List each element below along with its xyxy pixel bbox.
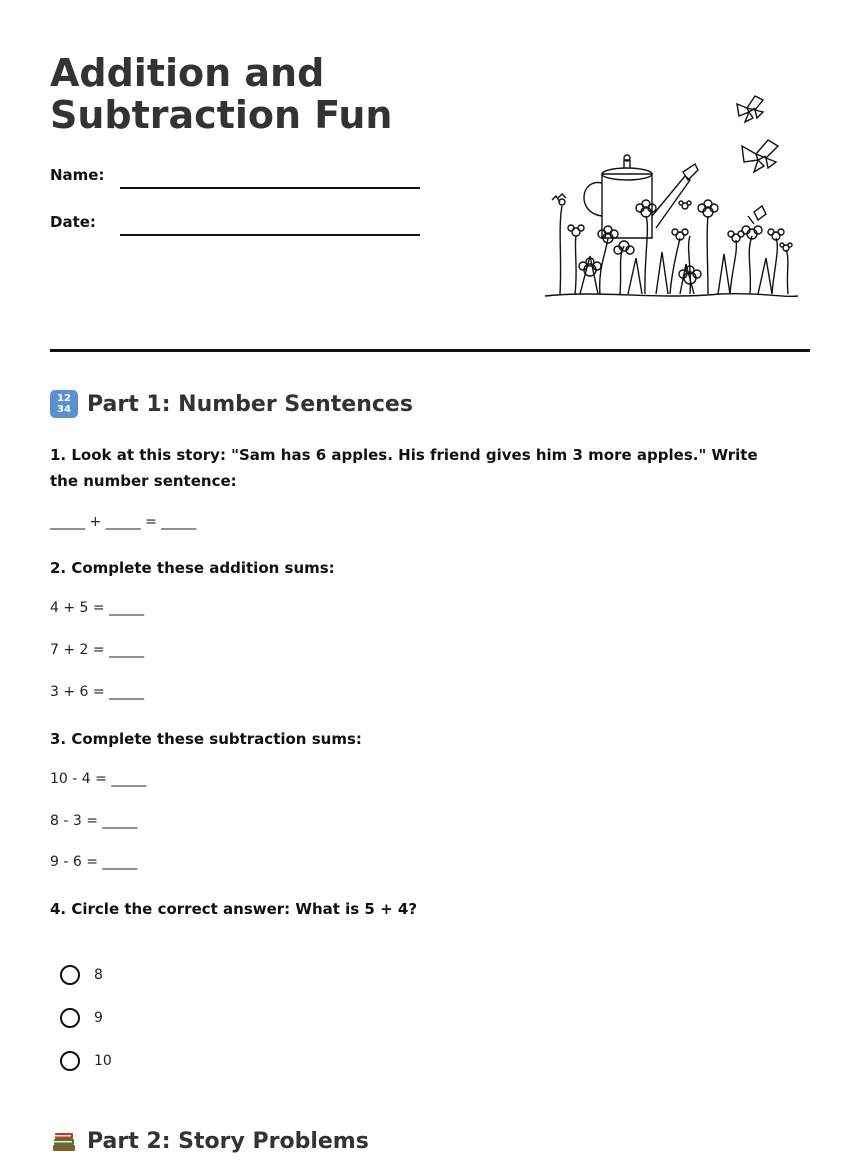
flower-heads (552, 194, 792, 284)
watering-can-icon (584, 155, 698, 238)
question-2: 2. Complete these addition sums: (50, 559, 335, 577)
option-label: 10 (94, 1053, 112, 1069)
part1-heading (50, 390, 413, 418)
butterfly-icon (737, 96, 763, 122)
question-1: 1. Look at this story: "Sam has 6 apples. His friend gives him 3 more apples." Write the number sentence: (50, 446, 758, 490)
name-line[interactable] (120, 187, 420, 189)
worksheet-title (50, 52, 490, 136)
radio-circle-icon[interactable] (60, 1008, 80, 1028)
flower-stems (560, 206, 788, 294)
radio-circle-icon[interactable] (60, 1051, 80, 1071)
question-3: 3. Complete these subtraction sums: (50, 730, 362, 748)
radio-circle-icon[interactable] (60, 965, 80, 985)
question-4: 4. Circle the correct answer: What is 5 + 4? (50, 900, 418, 918)
subtraction-item[interactable]: 10 - 4 = _____ (50, 771, 147, 787)
subtraction-item[interactable]: 9 - 6 = _____ (50, 854, 138, 870)
answer-option[interactable] (60, 965, 103, 985)
input-numbers-icon: 12 34 (50, 390, 78, 418)
option-label: 9 (94, 1010, 103, 1026)
answer-option[interactable] (60, 1051, 112, 1071)
part1-title: Part 1: Number Sentences (87, 391, 413, 417)
books-icon (50, 1127, 78, 1155)
answer-option[interactable] (60, 1008, 103, 1028)
title-line-2: Subtraction Fun (50, 93, 393, 137)
q1-answer-blanks[interactable]: _____ + _____ = _____ (50, 514, 197, 530)
subtraction-item[interactable]: 8 - 3 = _____ (50, 813, 138, 829)
title-line-1: Addition and (50, 51, 325, 95)
addition-item[interactable]: 7 + 2 = _____ (50, 642, 145, 658)
name-label: Name: (50, 166, 105, 184)
addition-item[interactable]: 3 + 6 = _____ (50, 684, 145, 700)
date-label: Date: (50, 213, 96, 231)
option-label: 8 (94, 967, 103, 983)
garden-illustration (540, 88, 805, 308)
section-divider (50, 349, 810, 352)
date-line[interactable] (120, 234, 420, 236)
part2-heading (50, 1127, 369, 1155)
addition-item[interactable]: 4 + 5 = _____ (50, 600, 145, 616)
part2-title: Part 2: Story Problems (87, 1128, 369, 1154)
butterfly-icon (742, 140, 778, 172)
